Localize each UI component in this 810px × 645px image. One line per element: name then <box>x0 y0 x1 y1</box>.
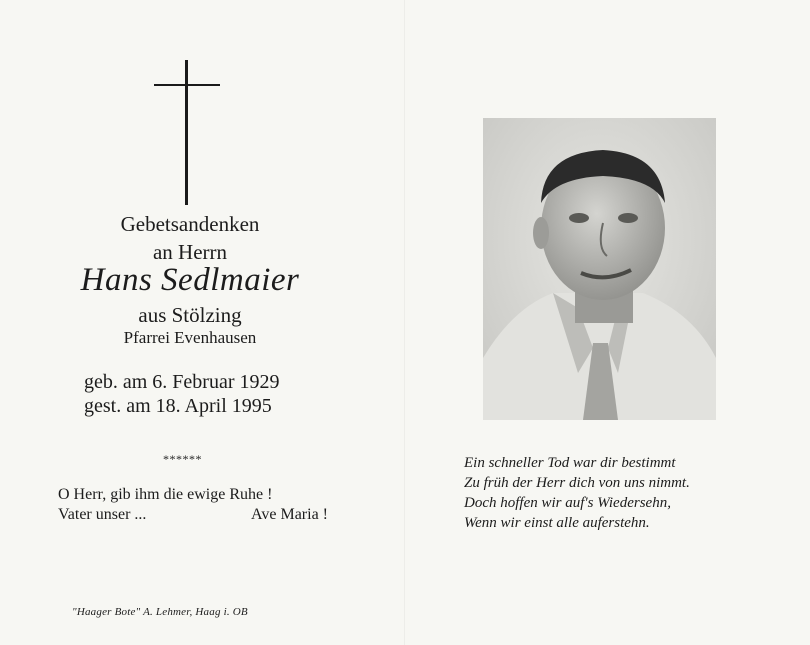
printer-imprint: "Haager Bote" A. Lehmer, Haag i. OB <box>72 606 248 618</box>
separator: ****** <box>163 452 202 466</box>
parish-text: Pfarrei Evenhausen <box>123 328 257 347</box>
life-dates <box>84 370 280 418</box>
card-subheading: an Herrn <box>152 240 228 264</box>
prayer-line-2-right: Ave Maria ! <box>251 506 328 523</box>
cross-icon <box>150 60 226 210</box>
birth-date: geb. am 6. Februar 1929 <box>84 371 280 393</box>
verse-block <box>464 453 764 533</box>
prayer-line-1: O Herr, gib ihm die ewige Ruhe ! <box>58 486 273 503</box>
prayer-line-2-left: Vater unser ... <box>58 506 147 523</box>
verse-line: Zu früh der Herr dich von uns nimmt. <box>464 475 690 491</box>
origin-text: aus Stölzing <box>138 303 242 327</box>
death-date: gest. am 18. April 1995 <box>84 395 272 417</box>
verse-line: Doch hoffen wir auf's Wiedersehn, <box>464 495 671 511</box>
verse-line: Ein schneller Tod war dir bestimmt <box>464 455 676 471</box>
portrait-photo <box>483 118 716 420</box>
fold-line <box>404 0 405 645</box>
deceased-name: Hans Sedlmaier <box>80 262 300 298</box>
verse-line: Wenn wir einst alle auferstehn. <box>464 515 650 531</box>
prayer-block <box>58 485 328 525</box>
card-heading: Gebetsandenken <box>120 212 260 236</box>
